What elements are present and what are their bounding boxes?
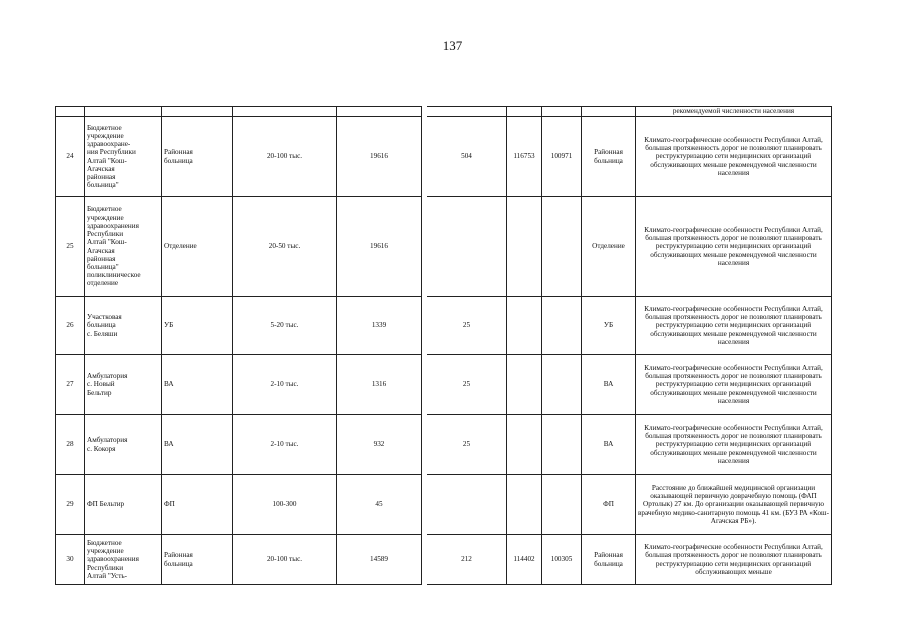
- cell-name: [85, 107, 162, 117]
- cell-population-range: 2-10 тыс.: [233, 415, 337, 475]
- cell-v3: [542, 297, 582, 355]
- cell-note: Расстояние до ближайшей медицинской организации оказывающей первичную доврачебную помощь (ФАП Ортолык) 27 км. До организации оказывающей первичную врачебную медико-санитарную помощь 41 км. (БУЗ РА «Кош-Агачская РБ»).: [636, 475, 832, 535]
- cell-v2: [507, 197, 542, 297]
- facilities-table: [55, 106, 832, 585]
- cell-facility: ВА: [582, 355, 636, 415]
- cell-population: 1316: [337, 355, 422, 415]
- cell-name: ФП Бельтир: [85, 475, 162, 535]
- cell-population-range: 5-20 тыс.: [233, 297, 337, 355]
- cell-population-range: 20-100 тыс.: [233, 535, 337, 585]
- cell-population-range: [233, 107, 337, 117]
- cell-name: Амбулатория с. Кокоря: [85, 415, 162, 475]
- cell-type: Районная больница: [162, 117, 233, 197]
- cell-num: 26: [56, 297, 85, 355]
- cell-note: Климато-географические особенности Республики Алтай, большая протяженность дорог не позволяют планировать реструктуризацию сети медицинских организаций обслуживающих меньше рекомендуемой численности населения: [636, 415, 832, 475]
- cell-type: ВА: [162, 355, 233, 415]
- cell-v2: 114402: [507, 535, 542, 585]
- cell-type: УБ: [162, 297, 233, 355]
- cell-population-range: 20-100 тыс.: [233, 117, 337, 197]
- cell-v1: 212: [427, 535, 507, 585]
- cell-type: [162, 107, 233, 117]
- cell-type: Районная больница: [162, 535, 233, 585]
- cell-population: 19616: [337, 197, 422, 297]
- cell-name: Амбулатория с. Новый Бельтир: [85, 355, 162, 415]
- cell-v3: [542, 197, 582, 297]
- cell-population: 19616: [337, 117, 422, 197]
- cell-type: Отделение: [162, 197, 233, 297]
- cell-note: Климато-географические особенности Республики Алтай, большая протяженность дорог не позволяют планировать реструктуризацию сети медицинских организаций обслуживающих меньше рекомендуемой численности населения: [636, 355, 832, 415]
- table-row: [56, 475, 832, 535]
- cell-num: 24: [56, 117, 85, 197]
- table-row: [56, 415, 832, 475]
- cell-v3: [542, 475, 582, 535]
- cell-v1: [427, 475, 507, 535]
- cell-v3: 100971: [542, 117, 582, 197]
- cell-facility: Отделение: [582, 197, 636, 297]
- cell-population: 14589: [337, 535, 422, 585]
- cell-facility: ФП: [582, 475, 636, 535]
- cell-name: Бюджетное учреждение здравоохранения Республики Алтай "Кош- Агачская районная больница" поликлиническое отделение: [85, 197, 162, 297]
- header-row: [56, 107, 832, 117]
- cell-num: [56, 107, 85, 117]
- cell-num: 29: [56, 475, 85, 535]
- cell-note: Климато-географические особенности Республики Алтай, большая протяженность дорог не позволяют планировать реструктуризацию сети медицинских организаций обслуживающих меньше: [636, 535, 832, 585]
- cell-v2: [507, 415, 542, 475]
- cell-v3: 100305: [542, 535, 582, 585]
- cell-facility: УБ: [582, 297, 636, 355]
- cell-v3: [542, 415, 582, 475]
- cell-note: Климато-географические особенности Республики Алтай, большая протяженность дорог не позволяют планировать реструктуризацию сети медицинских организаций обслуживающих меньше рекомендуемой численности населения: [636, 297, 832, 355]
- cell-population-range: 20-50 тыс.: [233, 197, 337, 297]
- cell-facility: [582, 107, 636, 117]
- cell-population: 932: [337, 415, 422, 475]
- cell-v1: [427, 107, 507, 117]
- cell-v3: [542, 355, 582, 415]
- cell-population: 45: [337, 475, 422, 535]
- table-row: [56, 117, 832, 197]
- cell-note: Климато-географические особенности Республики Алтай, большая протяженность дорог не позволяют планировать реструктуризацию сети медицинских организаций обслуживающих меньше рекомендуемой численности населения: [636, 197, 832, 297]
- cell-num: 28: [56, 415, 85, 475]
- cell-name: Участковая больница с. Беляши: [85, 297, 162, 355]
- table-row: [56, 197, 832, 297]
- cell-v1: 504: [427, 117, 507, 197]
- cell-v2: [507, 475, 542, 535]
- cell-v2: [507, 297, 542, 355]
- cell-v1: 25: [427, 297, 507, 355]
- page-number: 137: [442, 38, 463, 53]
- cell-v1: 25: [427, 355, 507, 415]
- cell-note: рекомендуемой численности населения: [636, 107, 832, 117]
- cell-facility: ВА: [582, 415, 636, 475]
- cell-population-range: 100-300: [233, 475, 337, 535]
- cell-num: 27: [56, 355, 85, 415]
- cell-num: 30: [56, 535, 85, 585]
- cell-num: 25: [56, 197, 85, 297]
- cell-v1: [427, 197, 507, 297]
- cell-facility: Районная больница: [582, 117, 636, 197]
- table-row: [56, 535, 832, 585]
- cell-facility: Районная больница: [582, 535, 636, 585]
- cell-type: ВА: [162, 415, 233, 475]
- cell-name: Бюджетное учреждение здравоохранения Республики Алтай "Усть-: [85, 535, 162, 585]
- cell-v3: [542, 107, 582, 117]
- cell-v2: 116753: [507, 117, 542, 197]
- cell-type: ФП: [162, 475, 233, 535]
- cell-name: Бюджетное учреждение здравоохране- ния Республики Алтай "Кош- Агачская районная больница": [85, 117, 162, 197]
- cell-population: 1339: [337, 297, 422, 355]
- cell-note: Климато-географические особенности Республики Алтай, большая протяженность дорог не позволяют планировать реструктуризацию сети медицинских организаций обслуживающих меньше рекомендуемой численности населения: [636, 117, 832, 197]
- cell-population: [337, 107, 422, 117]
- cell-v2: [507, 355, 542, 415]
- table-row: [56, 297, 832, 355]
- cell-v2: [507, 107, 542, 117]
- cell-population-range: 2-10 тыс.: [233, 355, 337, 415]
- table-row: [56, 355, 832, 415]
- cell-v1: 25: [427, 415, 507, 475]
